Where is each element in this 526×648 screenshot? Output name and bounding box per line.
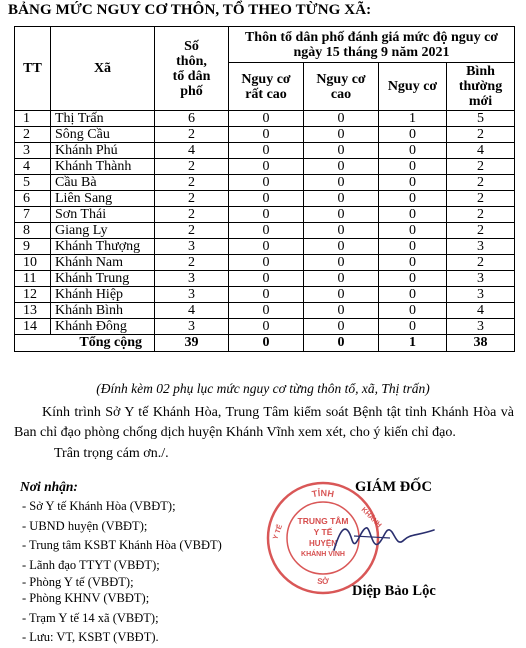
risk-table: [14, 26, 515, 352]
row-so-thon: 2: [155, 175, 229, 191]
row-binh-thuong-moi: 2: [447, 127, 515, 143]
row-rat-cao: 0: [229, 175, 304, 191]
recipient-item: - Lãnh đạo TTYT (VBĐT);: [22, 557, 160, 572]
row-nguy-co: 0: [379, 319, 447, 335]
row-so-thon: 2: [155, 127, 229, 143]
row-cao: 0: [304, 191, 379, 207]
row-tt: 14: [15, 319, 51, 335]
row-so-thon: 3: [155, 287, 229, 303]
row-binh-thuong-moi: 3: [447, 319, 515, 335]
row-tt: 1: [15, 111, 51, 127]
row-nguy-co: 1: [379, 111, 447, 127]
row-commune: Khánh Hiệp: [51, 287, 155, 303]
row-binh-thuong-moi: 2: [447, 255, 515, 271]
row-tt: 11: [15, 271, 51, 287]
total-binh-thuong-moi: 38: [447, 335, 515, 352]
row-commune: Khánh Phú: [51, 143, 155, 159]
row-binh-thuong-moi: 3: [447, 271, 515, 287]
row-cao: 0: [304, 175, 379, 191]
recipients-list: [22, 497, 222, 648]
row-tt: 10: [15, 255, 51, 271]
signer-title: GIÁM ĐỐC: [355, 479, 432, 495]
recipient-item: - Trung tâm KSBT Khánh Hòa (VBĐT): [22, 538, 222, 552]
row-commune: Liên Sang: [51, 191, 155, 207]
row-rat-cao: 0: [229, 255, 304, 271]
header-xa: Xã: [51, 27, 155, 111]
row-rat-cao: 0: [229, 207, 304, 223]
row-cao: 0: [304, 303, 379, 319]
row-rat-cao: 0: [229, 271, 304, 287]
row-rat-cao: 0: [229, 287, 304, 303]
header-so-thon: Số thôn, tổ dân phố: [155, 27, 229, 111]
row-nguy-co: 0: [379, 223, 447, 239]
row-commune: Khánh Thượng: [51, 239, 155, 255]
recipient-item: - Phòng Y tế (VBĐT);: [22, 575, 134, 589]
row-so-thon: 4: [155, 143, 229, 159]
row-rat-cao: 0: [229, 127, 304, 143]
row-tt: 13: [15, 303, 51, 319]
row-so-thon: 2: [155, 159, 229, 175]
total-rat-cao: 0: [229, 335, 304, 352]
row-cao: 0: [304, 143, 379, 159]
row-commune: Khánh Đông: [51, 319, 155, 335]
row-tt: 5: [15, 175, 51, 191]
row-commune: Khánh Trung: [51, 271, 155, 287]
row-tt: 7: [15, 207, 51, 223]
row-rat-cao: 0: [229, 223, 304, 239]
handwritten-signature: [330, 510, 440, 560]
table-row: [15, 239, 515, 255]
row-binh-thuong-moi: 3: [447, 287, 515, 303]
table-row: [15, 191, 515, 207]
row-tt: 8: [15, 223, 51, 239]
row-cao: 0: [304, 111, 379, 127]
recipient-item: - Sở Y tế Khánh Hòa (VBĐT);: [22, 499, 176, 513]
svg-text:Y TẾ: Y TẾ: [313, 527, 333, 537]
recipients-title: Nơi nhận:: [20, 479, 78, 494]
row-nguy-co: 0: [379, 191, 447, 207]
table-row: [15, 319, 515, 335]
row-so-thon: 4: [155, 303, 229, 319]
header-tt: TT: [15, 27, 51, 111]
row-binh-thuong-moi: 3: [447, 239, 515, 255]
row-cao: 0: [304, 127, 379, 143]
table-row: [15, 271, 515, 287]
row-binh-thuong-moi: 2: [447, 223, 515, 239]
svg-text:Y TẾ: Y TẾ: [272, 523, 285, 541]
table-row: [15, 159, 515, 175]
recipient-item: - UBND huyện (VBĐT);: [22, 518, 148, 533]
svg-text:TỈNH: TỈNH: [311, 487, 335, 500]
signer-name: Diệp Bảo Lộc: [352, 583, 436, 599]
row-rat-cao: 0: [229, 111, 304, 127]
header-rat-cao: Nguy cơ rất cao: [229, 63, 304, 111]
row-cao: 0: [304, 319, 379, 335]
header-cao: Nguy cơ cao: [304, 63, 379, 111]
document-title: BẢNG MỨC NGUY CƠ THÔN, TỔ THEO TỪNG XÃ:: [8, 2, 372, 18]
row-tt: 6: [15, 191, 51, 207]
row-commune: Khánh Bình: [51, 303, 155, 319]
row-binh-thuong-moi: 4: [447, 303, 515, 319]
total-so: 39: [155, 335, 229, 352]
total-row: [15, 335, 515, 352]
closing-text: Trân trọng cám ơn./.: [54, 446, 169, 461]
row-so-thon: 2: [155, 191, 229, 207]
row-nguy-co: 0: [379, 255, 447, 271]
table-row: [15, 111, 515, 127]
row-rat-cao: 0: [229, 159, 304, 175]
row-nguy-co: 0: [379, 303, 447, 319]
table-row: [15, 223, 515, 239]
total-cao: 0: [304, 335, 379, 352]
row-so-thon: 2: [155, 207, 229, 223]
row-nguy-co: 0: [379, 159, 447, 175]
row-so-thon: 2: [155, 255, 229, 271]
row-nguy-co: 0: [379, 239, 447, 255]
recipient-item: - Lưu: VT, KSBT (VBĐT).: [22, 630, 159, 644]
row-so-thon: 3: [155, 271, 229, 287]
table-row: [15, 207, 515, 223]
row-so-thon: 3: [155, 319, 229, 335]
total-label: Tổng cộng: [15, 335, 155, 352]
row-binh-thuong-moi: 5: [447, 111, 515, 127]
row-nguy-co: 0: [379, 207, 447, 223]
row-commune: Khánh Thành: [51, 159, 155, 175]
row-cao: 0: [304, 255, 379, 271]
row-nguy-co: 0: [379, 271, 447, 287]
svg-text:KHÁNH VĨNH: KHÁNH VĨNH: [301, 551, 345, 558]
row-so-thon: 6: [155, 111, 229, 127]
row-commune: Thị Trấn: [51, 111, 155, 127]
table-row: [15, 287, 515, 303]
row-rat-cao: 0: [229, 319, 304, 335]
row-tt: 3: [15, 143, 51, 159]
row-tt: 2: [15, 127, 51, 143]
row-rat-cao: 0: [229, 143, 304, 159]
row-tt: 12: [15, 287, 51, 303]
table-row: [15, 255, 515, 271]
table-row: [15, 127, 515, 143]
row-commune: Sơn Thái: [51, 207, 155, 223]
table-row: [15, 175, 515, 191]
table-row: [15, 303, 515, 319]
row-rat-cao: 0: [229, 239, 304, 255]
attachment-note: (Đính kèm 02 phụ lục mức nguy cơ từng thôn tổ, xã, Thị trấn): [96, 381, 430, 396]
row-cao: 0: [304, 287, 379, 303]
row-tt: 4: [15, 159, 51, 175]
svg-text:HUYỆN: HUYỆN: [308, 539, 338, 548]
total-nguy-co: 1: [379, 335, 447, 352]
row-binh-thuong-moi: 2: [447, 207, 515, 223]
row-commune: Giang Ly: [51, 223, 155, 239]
row-binh-thuong-moi: 2: [447, 191, 515, 207]
row-cao: 0: [304, 223, 379, 239]
row-nguy-co: 0: [379, 175, 447, 191]
header-binh-thuong-moi: Bình thường mới: [447, 63, 515, 111]
recipient-item: - Phòng KHNV (VBĐT);: [22, 591, 150, 605]
row-so-thon: 2: [155, 223, 229, 239]
row-cao: 0: [304, 207, 379, 223]
recipient-item: - Trạm Y tế 14 xã (VBĐT);: [22, 610, 159, 625]
row-binh-thuong-moi: 2: [447, 159, 515, 175]
row-nguy-co: 0: [379, 127, 447, 143]
row-cao: 0: [304, 271, 379, 287]
svg-text:SỞ: SỞ: [316, 576, 330, 587]
row-nguy-co: 0: [379, 287, 447, 303]
row-commune: Sông Cầu: [51, 127, 155, 143]
row-rat-cao: 0: [229, 191, 304, 207]
row-so-thon: 3: [155, 239, 229, 255]
row-nguy-co: 0: [379, 143, 447, 159]
svg-text:KHÁNH: KHÁNH: [359, 506, 383, 530]
header-nguy-co: Nguy cơ: [379, 63, 447, 111]
row-tt: 9: [15, 239, 51, 255]
row-commune: Cầu Bà: [51, 175, 155, 191]
svg-text:TRUNG TÂM: TRUNG TÂM: [297, 516, 349, 526]
table-row: [15, 143, 515, 159]
row-cao: 0: [304, 159, 379, 175]
row-commune: Khánh Nam: [51, 255, 155, 271]
body-paragraph: Kính trình Sở Y tế Khánh Hòa, Trung Tâm kiểm soát Bệnh tật tỉnh Khánh Hòa và Ban chỉ đạo phòng chống dịch huyện Khánh Vĩnh xem xét, cho ý kiến chỉ đạo.: [14, 405, 514, 440]
header-group: Thôn tổ dân phố đánh giá mức độ nguy cơ ngày 15 tháng 9 năm 2021: [229, 27, 515, 63]
row-cao: 0: [304, 239, 379, 255]
row-binh-thuong-moi: 2: [447, 175, 515, 191]
row-binh-thuong-moi: 4: [447, 143, 515, 159]
row-rat-cao: 0: [229, 303, 304, 319]
